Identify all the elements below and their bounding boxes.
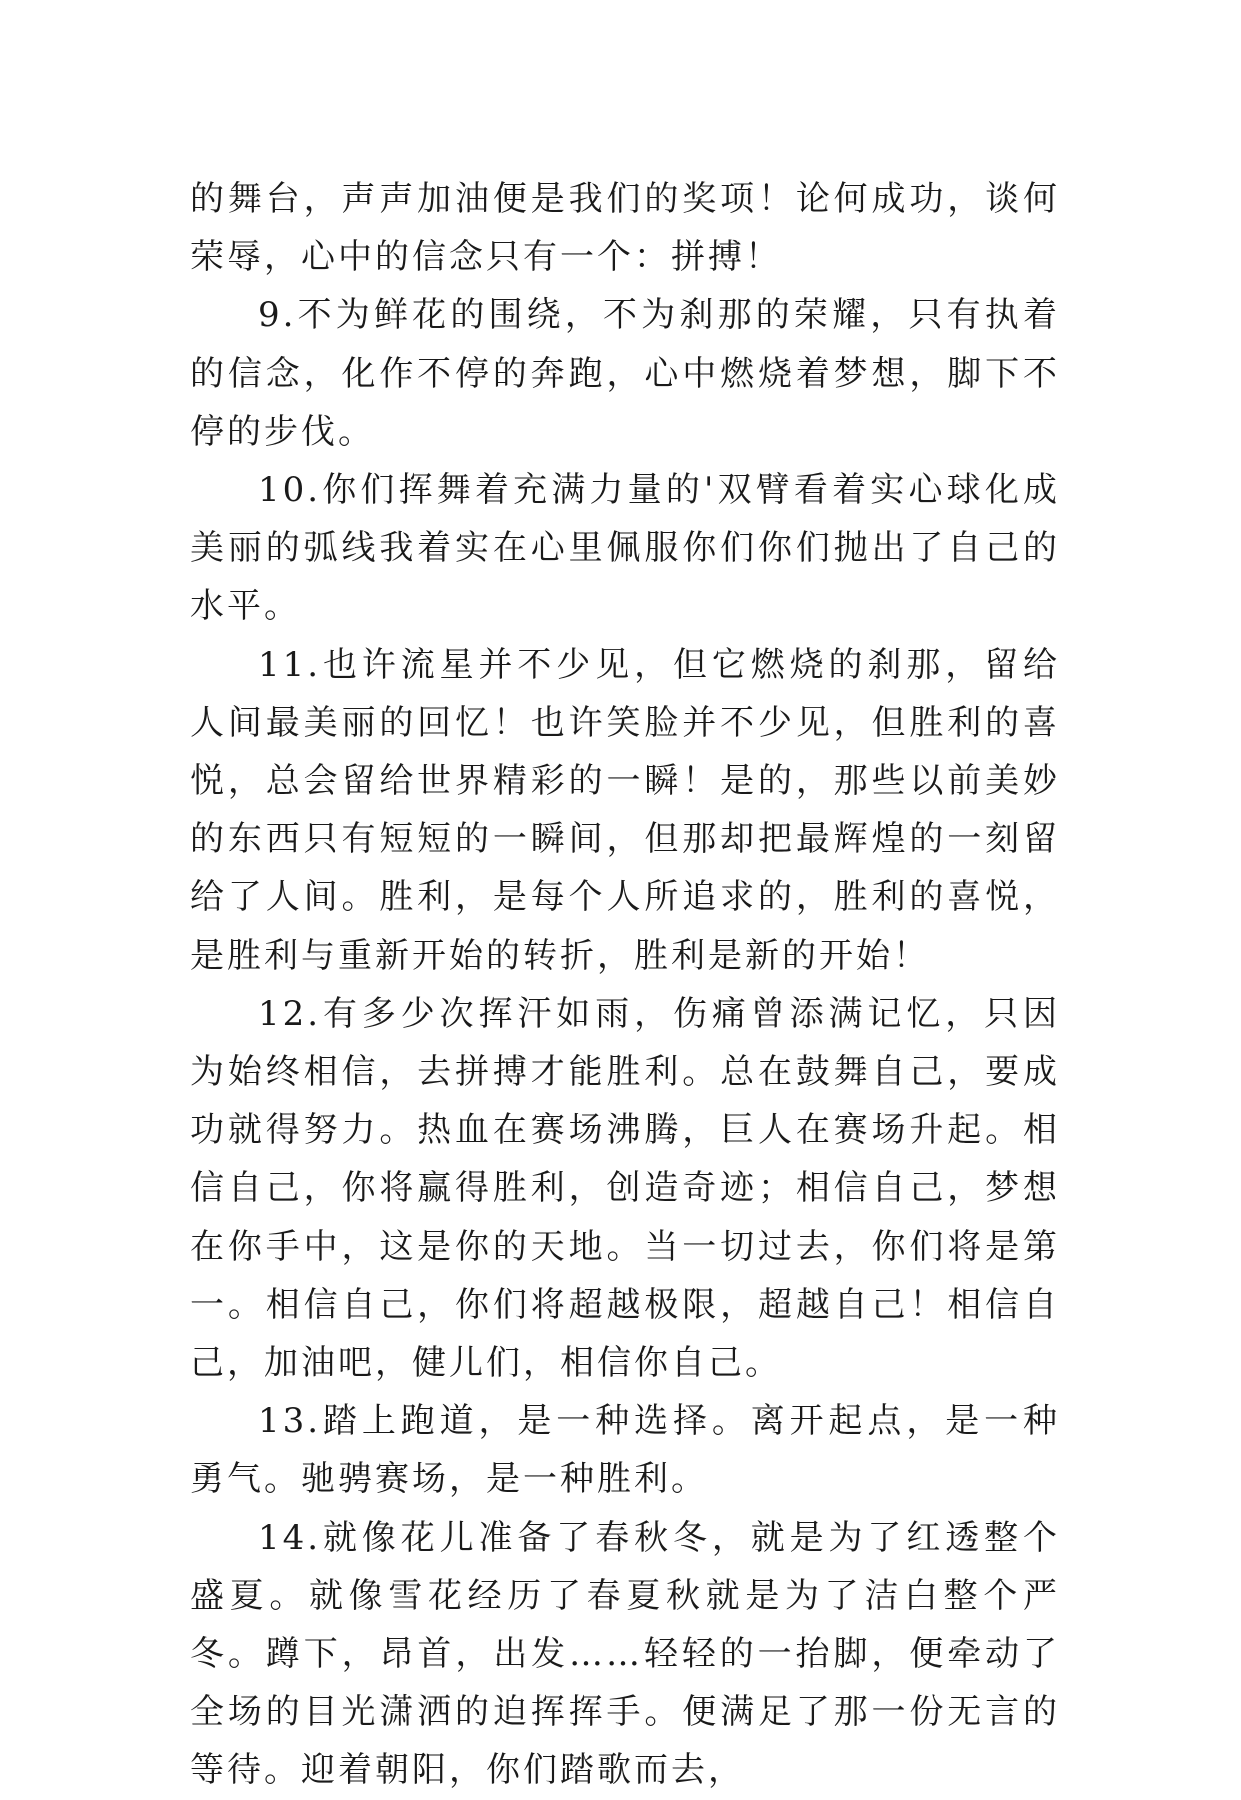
document-body (190, 170, 1060, 1800)
paragraph-item-12: 12.有多少次挥汗如雨，伤痛曾添满记忆，只因为始终相信，去拼搏才能胜利。总在鼓舞自己，要成功就得努力。热血在赛场沸腾，巨人在赛场升起。相信自己，你将赢得胜利，创造奇迹；相信自己，梦想在你手中，这是你的天地。当一切过去，你们将是第一。相信自己，你们将超越极限，超越自己！相信自己，加油吧，健儿们，相信你自己。 (190, 993, 1060, 1384)
paragraph-item-10: 10.你们挥舞着充满力量的'双臂看着实心球化成美丽的弧线我着实在心里佩服你们你们抛出了自己的水平。 (190, 470, 1060, 627)
paragraph-item-14: 14.就像花儿准备了春秋冬，就是为了红透整个盛夏。就像雪花经历了春夏秋就是为了洁白整个严冬。蹲下，昂首，出发……轻轻的一抬脚，便牵动了全场的目光潇洒的迫挥挥手。便满足了那一份无言的等待。迎着朝阳，你们踏歌而去， (190, 1517, 1060, 1791)
paragraph-item-9: 9.不为鲜花的围绕，不为刹那的荣耀，只有执着的信念，化作不停的奔跑，心中燃烧着梦想，脚下不停的步伐。 (190, 295, 1060, 452)
paragraph-continuation: 的舞台，声声加油便是我们的奖项！论何成功，谈何荣辱，心中的信念只有一个：拼搏！ (190, 179, 1060, 278)
paragraph-item-11: 11.也许流星并不少见，但它燃烧的刹那，留给人间最美丽的回忆！也许笑脸并不少见，但胜利的喜悦，总会留给世界精彩的一瞬！是的，那些以前美妙的东西只有短短的一瞬间，但那却把最辉煌的一刻留给了人间。胜利，是每个人所追求的，胜利的喜悦，是胜利与重新开始的转折，胜利是新的开始！ (190, 644, 1060, 976)
paragraph-item-13: 13.踏上跑道，是一种选择。离开起点，是一种勇气。驰骋赛场，是一种胜利。 (190, 1401, 1060, 1500)
